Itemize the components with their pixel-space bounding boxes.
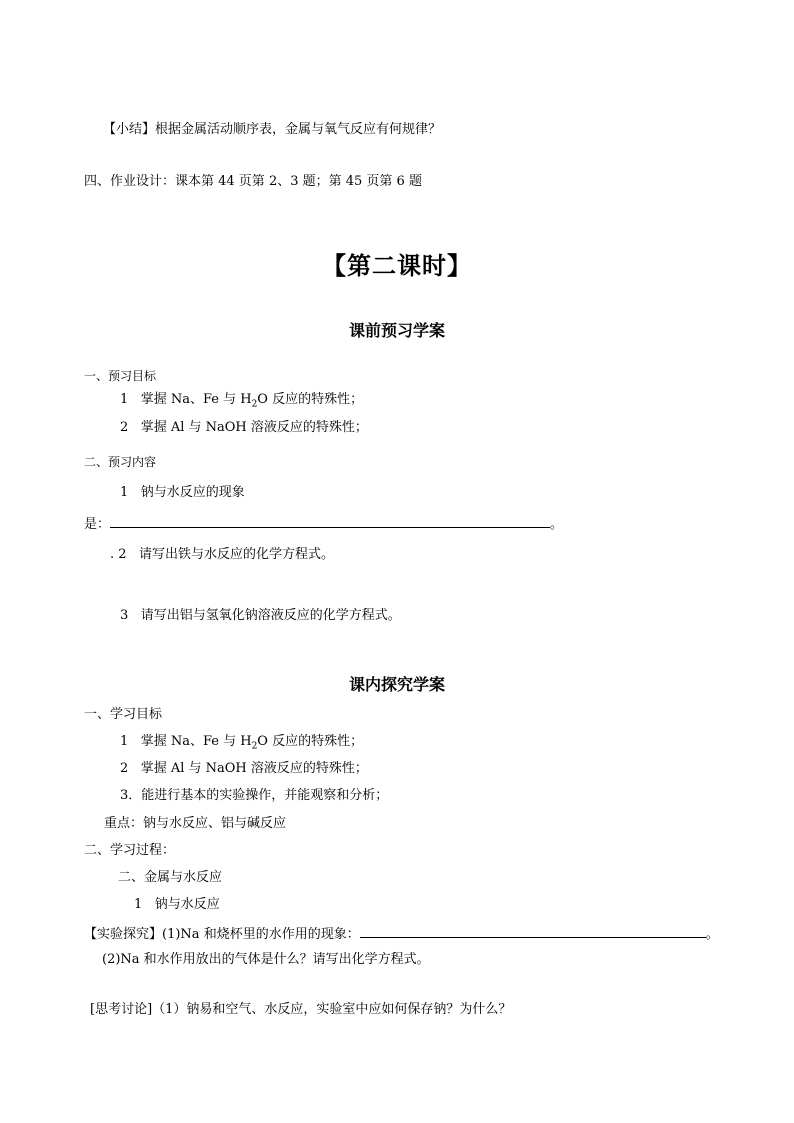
preview-item-2-num: . 2: [110, 547, 127, 562]
preview-goal-2-num: 2: [120, 420, 129, 435]
preview-item-1: [120, 484, 245, 502]
preview-item-3-text: 请写出铝与氢氧化钠溶液反应的化学方程式。: [140, 608, 401, 623]
preview-heading: 课前预习学案: [348, 321, 445, 340]
inquiry-goal-2-num: 2: [120, 761, 129, 776]
inquiry-goals-heading: 一、学习目标: [84, 707, 163, 722]
preview-goal-1-num: 1: [120, 392, 129, 407]
preview-item-3: [120, 607, 401, 625]
preview-content-heading: 二、预习内容: [84, 455, 157, 469]
summary-line: [103, 121, 441, 139]
inquiry-goal-3-num: 3．: [120, 788, 142, 803]
inquiry-goal-3-text: 能进行基本的实验操作，并能观察和分析；: [141, 788, 389, 803]
preview-goal-1-sub: 2: [251, 399, 258, 410]
homework-line: 四、作业设计：课本第 44 页第 2、3 题；第 45 页第 6 题: [84, 174, 422, 189]
inquiry-heading: 课内探究学案: [348, 675, 445, 694]
experiment-q1-text: (1)Na 和烧杯里的水作用的现象：: [162, 927, 360, 942]
answer-blank-line[interactable]: [110, 514, 550, 528]
inquiry-goal-1-pre: 掌握 Na、Fe 与 H: [140, 734, 252, 749]
preview-goal-1-post: O 反应的特殊性；: [257, 392, 364, 407]
inquiry-goal-1: [120, 733, 363, 751]
preview-goal-2: [120, 419, 368, 437]
summary-text: 根据金属活动顺序表，金属与氧气反应有何规律？: [155, 122, 442, 137]
inquiry-goal-3: [120, 787, 388, 805]
preview-item-2: [110, 546, 334, 564]
experiment-q1: [84, 924, 719, 944]
inquiry-sub-1-text: 钠与水反应: [154, 897, 220, 912]
preview-item-1-cont: 是：: [84, 517, 111, 532]
preview-item-2-text: 请写出铁与水反应的化学方程式。: [138, 547, 334, 562]
preview-item-1-answer: [84, 514, 563, 534]
inquiry-sub-1-num: 1: [134, 897, 143, 912]
preview-item-3-num: 3: [120, 608, 129, 623]
preview-item-1-end: 。: [550, 517, 564, 532]
lesson-title: 【第二课时】: [322, 251, 472, 280]
inquiry-goal-1-num: 1: [120, 734, 129, 749]
experiment-blank-line[interactable]: [360, 924, 706, 938]
inquiry-sub-1: [134, 896, 220, 914]
preview-goal-1: [120, 391, 363, 409]
preview-goal-2-text: 掌握 Al 与 NaOH 溶液反应的特殊性；: [140, 420, 368, 435]
inquiry-goal-1-sub: 2: [251, 741, 258, 752]
inquiry-key-points: 重点：钠与水反应、铝与碱反应: [104, 816, 287, 831]
inquiry-goal-2-text: 掌握 Al 与 NaOH 溶液反应的特殊性；: [140, 761, 368, 776]
experiment-label: 【实验探究】: [84, 927, 163, 942]
summary-label: 【小结】: [103, 122, 156, 137]
discussion-line: [思考讨论]（1）钠易和空气、水反应，实验室中应如何保存钠？为什么？: [90, 1002, 512, 1017]
preview-goal-1-pre: 掌握 Na、Fe 与 H: [140, 392, 252, 407]
inquiry-process-heading: 二、学习过程：: [84, 843, 176, 858]
inquiry-goal-1-post: O 反应的特殊性；: [257, 734, 364, 749]
preview-item-1-num: 1: [120, 485, 129, 500]
preview-goals-heading: 一、预习目标: [84, 369, 157, 383]
preview-item-1-text: 钠与水反应的现象: [140, 485, 245, 500]
inquiry-goal-2: [120, 760, 368, 778]
inquiry-section-2: 二、金属与水反应: [118, 870, 223, 885]
experiment-q1-end: 。: [705, 927, 719, 942]
experiment-q2: (2)Na 和水作用放出的气体是什么？请写出化学方程式。: [102, 952, 430, 967]
